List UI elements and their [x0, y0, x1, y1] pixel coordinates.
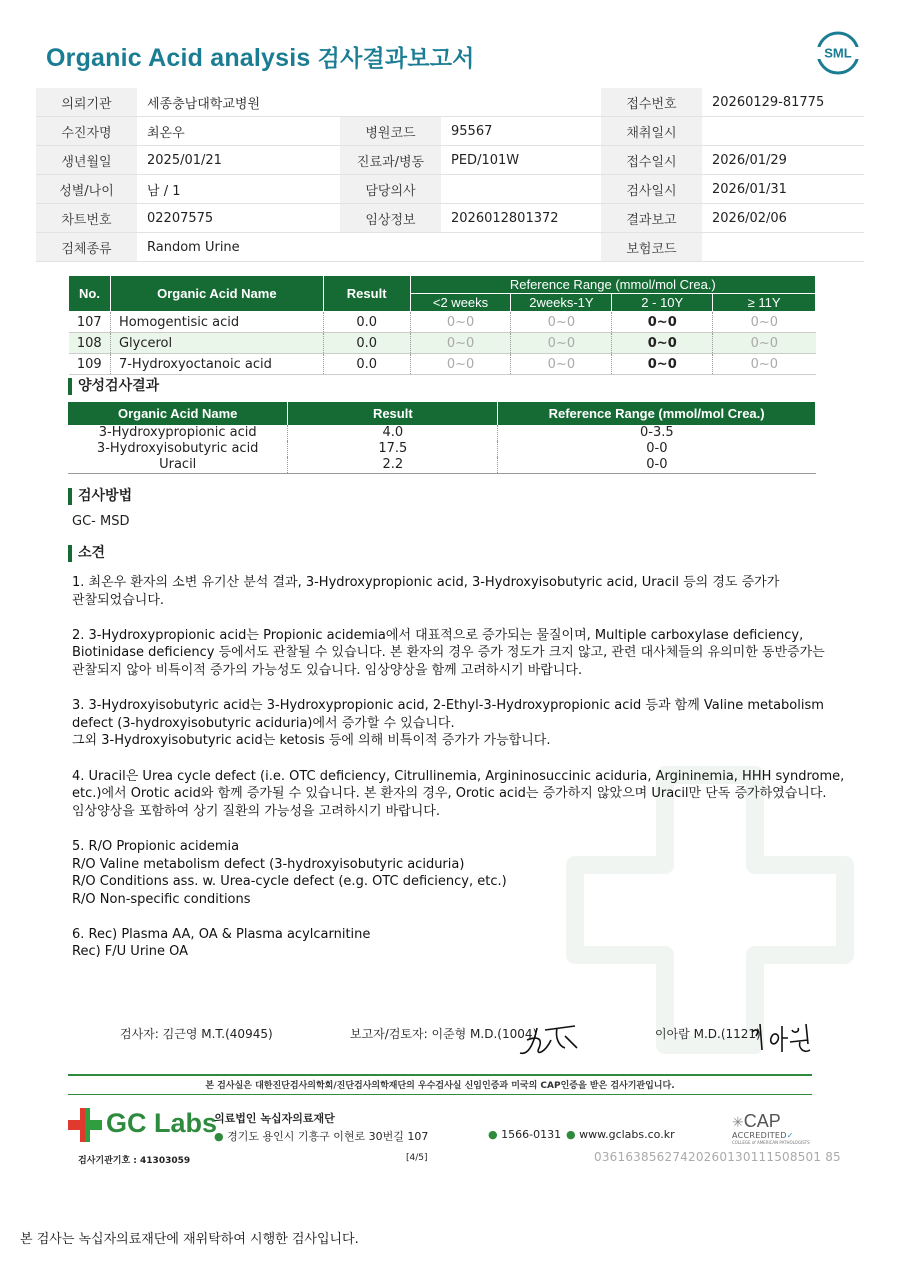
organic-acid-table	[68, 275, 816, 375]
info-label: 채취일시	[601, 117, 702, 146]
method-section-title: 검사방법	[68, 488, 132, 505]
pos-col-name: Organic Acid Name	[68, 402, 288, 425]
opinion-line: 4. Uracil은 Urea cycle defect (i.e. OTC deficiency, Citrullinemia, Argininosuccinic aciduria, Argininemia, HHH syndrome,	[72, 768, 845, 784]
opinion-line: 관찰되었습니다.	[72, 592, 165, 608]
cap-title: CAP	[743, 1111, 781, 1131]
doctor-handwritten-signature	[748, 1020, 818, 1060]
info-label: 의뢰기관	[36, 88, 137, 117]
pos-cell-name: 3-Hydroxypropionic acid	[68, 425, 288, 441]
cap-logo	[732, 1112, 812, 1145]
page-number: [4/5]	[406, 1153, 428, 1163]
info-value	[441, 233, 601, 262]
cell-r4: 0~0	[713, 354, 816, 375]
info-value: 남 / 1	[137, 175, 340, 204]
opinion-paragraph	[72, 574, 802, 609]
info-value	[441, 175, 601, 204]
opinion-line: 임상양상을 포함하여 상기 질환의 가능성을 고려하시기 바랍니다.	[72, 803, 440, 819]
cell-r3: 0~0	[612, 312, 713, 333]
info-label: 접수일시	[601, 146, 702, 175]
info-label: 성별/나이	[36, 175, 137, 204]
address-text: 경기도 용인시 기흥구 이현로 30번길 107	[227, 1130, 429, 1143]
gc-cross-icon	[68, 1108, 102, 1142]
opinion-line: defect (3-hydroxyisobutyric aciduria)에서 증가할 수 있습니다.	[72, 715, 455, 731]
cell-no: 108	[69, 333, 111, 354]
table-row	[69, 354, 816, 375]
pos-cell-name: Uracil	[68, 457, 288, 474]
info-value: Random Urine	[137, 233, 340, 262]
cell-r1: 0~0	[410, 354, 511, 375]
cell-r3: 0~0	[612, 333, 713, 354]
opinion-line: 6. Rec) Plasma AA, OA & Plasma acylcarnitine	[72, 926, 371, 942]
info-label: 담당의사	[340, 175, 441, 204]
opinion-line: 관찰되지 않아 비특이적 증가의 가능성도 있습니다. 임상양상을 함께 고려하시기 바랍니다.	[72, 662, 583, 678]
info-value: 02207575	[137, 204, 340, 233]
doctor-signature: 이아람 M.D.(1121)	[655, 1027, 761, 1041]
opinion-line: Biotinidase deficiency 등에서도 관찰될 수 있습니다. 본 환자의 경우 증가 정도가 크지 않고, 관련 대사체들의 유의미한 동반증가는	[72, 645, 825, 661]
footer-top-line	[68, 1074, 812, 1076]
range-header: 2weeks-1Y	[511, 294, 612, 312]
sml-logo-text: SML	[824, 45, 852, 61]
range-header: <2 weeks	[410, 294, 511, 312]
cell-name: 7-Hydroxyoctanoic acid	[110, 354, 323, 375]
info-label: 진료과/병동	[340, 146, 441, 175]
info-value: 2026012801372	[441, 204, 601, 233]
page-title	[46, 40, 475, 73]
website-line	[566, 1128, 675, 1141]
opinion-paragraph	[72, 627, 825, 680]
opinion-line: R/O Valine metabolism defect (3-hydroxyisobutyric aciduria)	[72, 856, 465, 872]
sml-logo	[815, 30, 861, 76]
info-label: 보험코드	[601, 233, 702, 262]
cell-r3: 0~0	[612, 354, 713, 375]
pos-cell-ref: 0-0	[498, 457, 816, 474]
info-value: 95567	[441, 117, 601, 146]
info-label: 병원코드	[340, 117, 441, 146]
opinion-line: 2. 3-Hydroxypropionic acid는 Propionic acidemia에서 대표적으로 증가되는 물질이며, Multiple carboxylase deficiency,	[72, 627, 804, 643]
table-row	[68, 425, 816, 441]
pos-cell-result: 4.0	[288, 425, 498, 441]
pos-col-reference: Reference Range (mmol/mol Crea.)	[498, 402, 816, 425]
cell-result: 0.0	[323, 333, 410, 354]
cell-result: 0.0	[323, 354, 410, 375]
info-label	[340, 88, 441, 117]
col-reference: Reference Range (mmol/mol Crea.)	[410, 276, 815, 294]
title-ko: 검사결과보고서	[317, 46, 475, 72]
info-value	[441, 88, 601, 117]
opinion-section-title: 소견	[68, 545, 105, 562]
info-value	[702, 117, 864, 146]
home-icon: ●	[566, 1128, 576, 1141]
info-label: 수진자명	[36, 117, 137, 146]
gc-logo-text: GC Labs	[106, 1108, 218, 1138]
pos-cell-result: 2.2	[288, 457, 498, 474]
info-value: 2026/01/29	[702, 146, 864, 175]
info-label: 결과보고	[601, 204, 702, 233]
opinion-line: R/O Conditions ass. w. Urea-cycle defect (e.g. OTC deficiency, etc.)	[72, 874, 507, 890]
phone-icon: ●	[488, 1128, 498, 1141]
table-row	[68, 457, 816, 474]
positive-section-title: 양성검사결과	[68, 378, 159, 395]
table-row	[69, 333, 816, 354]
info-value: 2026/01/31	[702, 175, 864, 204]
info-label: 검체종류	[36, 233, 137, 262]
phone-text: 1566-0131	[501, 1128, 562, 1141]
info-value: 세종충남대학교병원	[137, 88, 340, 117]
institution-code: 검사기관기호 : 41303059	[78, 1156, 191, 1166]
opinion-paragraph	[72, 697, 824, 750]
range-header: 2 - 10Y	[612, 294, 713, 312]
pos-col-result: Result	[288, 402, 498, 425]
info-label	[340, 233, 441, 262]
reporter-handwritten-signature	[515, 1018, 585, 1060]
check-icon: ✓	[786, 1131, 794, 1140]
pos-cell-ref: 0-0	[646, 441, 668, 456]
foundation-name: 의료법인 녹십자의료재단	[214, 1112, 335, 1125]
info-value	[702, 233, 864, 262]
footer-bottom-line	[68, 1094, 812, 1095]
cell-result: 0.0	[323, 312, 410, 333]
cell-r4: 0~0	[713, 312, 816, 333]
cell-no: 109	[69, 354, 111, 375]
patient-info-table	[36, 88, 864, 262]
pos-cell-ref: 0-3.5	[640, 425, 674, 440]
pos-cell-name: 3-Hydroxyisobutyric acid	[68, 441, 288, 457]
range-header: ≥ 11Y	[713, 294, 816, 312]
cap-accredited: ACCREDITED✓	[732, 1131, 794, 1140]
website-text: www.gclabs.co.kr	[579, 1128, 675, 1141]
cell-name: Glycerol	[110, 333, 323, 354]
barcode-number: 03616385627420260130111508501 85	[594, 1150, 841, 1164]
opinion-line: etc.)에서 Orotic acid와 함께 증가될 수 있습니다. 본 환자의 경우, Orotic acid는 증가하지 않았으며 Uracil만 단독 증가하였습니다.	[72, 786, 827, 802]
info-label: 임상정보	[340, 204, 441, 233]
cell-r1: 0~0	[410, 312, 511, 333]
cell-r1: 0~0	[410, 333, 511, 354]
info-value: 20260129-81775	[702, 88, 864, 117]
table-row	[69, 312, 816, 333]
opinion-line: 그외 3-Hydroxyisobutyric acid는 ketosis 등에 의해 비특이적 증가가 가능합니다.	[72, 733, 551, 749]
cap-star-icon: ✳	[732, 1114, 744, 1130]
opinion-line: 3. 3-Hydroxyisobutyric acid는 3-Hydroxypropionic acid, 2-Ethyl-3-Hydroxypropionic acid 등과 함께 Valine metabolism	[72, 698, 824, 714]
title-en: Organic Acid analysis	[46, 44, 311, 72]
pos-cell-result: 17.5	[288, 441, 498, 457]
cell-r2: 0~0	[511, 354, 612, 375]
bottom-note: 본 검사는 녹십자의료재단에 재위탁하여 시행한 검사입니다.	[20, 1232, 359, 1247]
address-line	[214, 1128, 428, 1144]
opinion-line: 5. R/O Propionic acidemia	[72, 838, 240, 854]
cell-r2: 0~0	[511, 333, 612, 354]
cell-no: 107	[69, 312, 111, 333]
opinion-line: Rec) F/U Urine OA	[72, 944, 189, 960]
opinion-line: R/O Non-specific conditions	[72, 891, 251, 907]
cell-r2: 0~0	[511, 312, 612, 333]
cell-r4: 0~0	[713, 333, 816, 354]
cap-small-text: COLLEGE of AMERICAN PATHOLOGISTS	[732, 1140, 810, 1145]
location-pin-icon: ●	[214, 1130, 224, 1143]
method-value: GC- MSD	[72, 514, 130, 529]
tester-signature: 검사자: 김근영 M.T.(40945)	[120, 1027, 273, 1041]
info-label: 차트번호	[36, 204, 137, 233]
info-value: 2026/02/06	[702, 204, 864, 233]
info-label: 검사일시	[601, 175, 702, 204]
info-label: 접수번호	[601, 88, 702, 117]
col-no: No.	[69, 276, 111, 312]
table-row	[68, 441, 816, 457]
info-label: 생년월일	[36, 146, 137, 175]
phone-line	[488, 1128, 561, 1141]
col-name: Organic Acid Name	[110, 276, 323, 312]
positive-results-table	[68, 402, 816, 474]
info-value: 최온우	[137, 117, 340, 146]
col-result: Result	[323, 276, 410, 312]
opinion-line: 1. 최온우 환자의 소변 유기산 분석 결과, 3-Hydroxypropionic acid, 3-Hydroxyisobutyric acid, Uracil 등의 경도 증가가	[72, 575, 780, 590]
watermark-cross-icon	[560, 760, 860, 1060]
info-value: 2025/01/21	[137, 146, 340, 175]
reporter-signature: 보고자/검토자: 이준형 M.D.(1004)	[350, 1027, 538, 1041]
info-value: PED/101W	[441, 146, 601, 175]
cell-name: Homogentisic acid	[110, 312, 323, 333]
certification-text: 본 검사실은 대한진단검사의학회/진단검사의학재단의 우수검사실 신임인증과 미국의 CAP인증을 받은 검사기관입니다.	[205, 1081, 675, 1091]
